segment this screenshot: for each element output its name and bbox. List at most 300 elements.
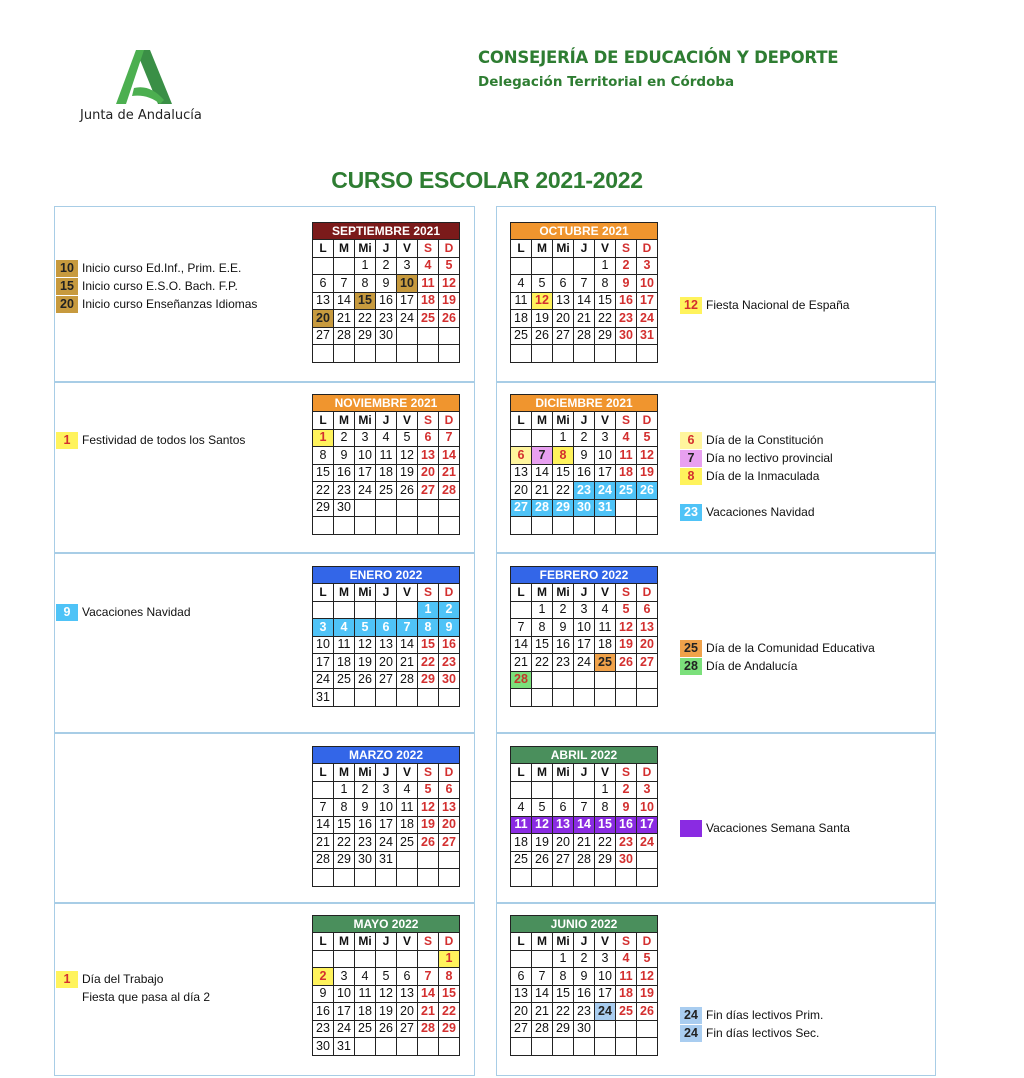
empty-cell [313,517,334,535]
day-cell-highlighted: 1 [418,601,439,619]
day-cell: 3 [355,429,376,447]
empty-cell [616,1038,637,1056]
legend-mayo [56,970,210,1006]
empty-cell [334,601,355,619]
week-row [511,781,658,799]
day-cell: 26 [637,1003,658,1021]
day-cell: 18 [397,816,418,834]
weekday-label: M [334,412,355,430]
empty-cell [532,950,553,968]
calendar-abril [510,746,658,887]
legend-text: Inicio curso E.S.O. Bach. F.P. [82,279,238,293]
day-cell: 23 [553,654,574,672]
day-cell: 26 [439,310,460,328]
day-cell-highlighted: 31 [595,499,616,517]
week-row [511,447,658,465]
weekday-label: V [595,764,616,782]
day-cell: 20 [553,834,574,852]
day-cell: 17 [376,816,397,834]
legend-swatch: 8 [680,468,702,485]
day-cell: 23 [616,310,637,328]
day-cell-highlighted: 7 [532,447,553,465]
day-cell: 11 [376,447,397,465]
day-cell: 3 [595,429,616,447]
empty-cell [553,781,574,799]
weekday-label: D [439,933,460,951]
weekday-label: J [376,412,397,430]
empty-cell [376,1038,397,1056]
day-cell: 9 [313,985,334,1003]
row-divider [54,381,475,383]
day-cell: 6 [553,799,574,817]
day-cell: 25 [376,482,397,500]
day-cell: 15 [532,636,553,654]
weekday-label: D [439,240,460,258]
calendar-diciembre [510,394,658,535]
empty-cell [397,345,418,363]
legend-octubre [680,296,849,314]
week-row [313,327,460,345]
week-row [511,1038,658,1056]
week-row [511,636,658,654]
day-cell: 27 [376,671,397,689]
legend-swatch: 15 [56,278,78,295]
day-cell: 20 [397,1003,418,1021]
day-cell: 12 [418,799,439,817]
day-cell: 27 [511,1020,532,1038]
empty-cell [439,869,460,887]
day-cell-highlighted: 6 [511,447,532,465]
empty-cell [397,601,418,619]
week-row [313,968,460,986]
legend-text: Día de la Inmaculada [706,469,820,483]
week-row [313,869,460,887]
day-cell: 29 [334,851,355,869]
day-cell: 15 [334,816,355,834]
calendar-octubre [510,222,658,363]
empty-cell [439,1038,460,1056]
legend-item [680,467,833,485]
legend-text: Día de la Comunidad Educativa [706,641,875,655]
day-cell: 22 [595,834,616,852]
day-cell: 27 [313,327,334,345]
weekday-label: L [313,584,334,602]
empty-cell [595,869,616,887]
day-cell-highlighted: 11 [511,816,532,834]
week-row [313,834,460,852]
day-cell: 9 [355,799,376,817]
day-cell: 23 [334,482,355,500]
day-cell: 10 [637,799,658,817]
empty-cell [574,345,595,363]
day-cell: 19 [418,816,439,834]
day-cell: 21 [574,834,595,852]
day-cell-highlighted: 10 [397,275,418,293]
empty-cell [574,671,595,689]
day-cell: 17 [574,636,595,654]
day-cell: 29 [313,499,334,517]
day-cell: 16 [376,292,397,310]
legend-item [680,819,850,837]
day-cell-highlighted: 24 [595,1003,616,1021]
empty-cell [511,517,532,535]
row-divider [496,732,936,734]
day-cell: 14 [313,816,334,834]
empty-cell [418,1038,439,1056]
day-cell: 21 [532,482,553,500]
day-cell: 22 [313,482,334,500]
day-cell: 20 [553,310,574,328]
week-row [313,654,460,672]
calendar-junio [510,915,658,1056]
calendar-mayo [312,915,460,1056]
delegacion-heading: Delegación Territorial en Córdoba [478,74,735,90]
day-cell: 18 [511,310,532,328]
day-cell: 26 [376,1020,397,1038]
weekday-label: L [511,240,532,258]
andalucia-a-icon [114,48,174,106]
day-cell-highlighted: 28 [511,671,532,689]
empty-cell [418,327,439,345]
junta-de-andalucia-logo [80,48,210,128]
week-row [511,851,658,869]
day-cell: 1 [553,429,574,447]
day-cell: 26 [532,851,553,869]
empty-cell [334,345,355,363]
empty-cell [532,257,553,275]
weekday-label: M [532,240,553,258]
day-cell: 14 [574,292,595,310]
weekday-label: S [616,933,637,951]
day-cell: 26 [397,482,418,500]
day-cell: 6 [511,968,532,986]
week-row [313,517,460,535]
day-cell: 15 [418,636,439,654]
day-cell: 21 [439,464,460,482]
day-cell: 25 [418,310,439,328]
empty-cell [418,517,439,535]
legend-swatch: 10 [56,260,78,277]
day-cell: 21 [511,654,532,672]
day-cell: 2 [334,429,355,447]
weekday-label: V [397,240,418,258]
empty-cell [313,781,334,799]
day-cell: 20 [439,816,460,834]
day-cell: 2 [376,257,397,275]
weekday-label: Mi [355,933,376,951]
day-cell: 5 [376,968,397,986]
day-cell: 24 [313,671,334,689]
week-row [511,345,658,363]
day-cell: 28 [418,1020,439,1038]
empty-cell [418,689,439,707]
day-cell: 22 [553,482,574,500]
empty-cell [553,869,574,887]
empty-cell [511,429,532,447]
row-divider [54,902,475,904]
empty-cell [511,601,532,619]
day-cell-highlighted: 29 [553,499,574,517]
day-cell: 12 [376,985,397,1003]
empty-cell [397,327,418,345]
day-cell: 16 [616,292,637,310]
calendar-noviembre [312,394,460,535]
empty-cell [532,1038,553,1056]
weekday-label: S [418,584,439,602]
empty-cell [334,869,355,887]
day-cell: 7 [439,429,460,447]
month-header: JUNIO 2022 [511,916,658,933]
legend-text: Día del Trabajo [82,972,164,986]
day-cell: 10 [313,636,334,654]
day-cell-highlighted: 12 [532,292,553,310]
week-row [511,1020,658,1038]
day-cell: 13 [553,292,574,310]
legend-item [56,277,257,295]
empty-cell [574,689,595,707]
weekday-label: V [397,933,418,951]
legend-item [680,1024,823,1042]
calendar-septiembre [312,222,460,363]
week-row [511,464,658,482]
row-divider [54,552,475,554]
week-row [313,482,460,500]
week-row [313,671,460,689]
empty-cell [532,781,553,799]
day-cell: 17 [334,1003,355,1021]
day-cell: 11 [616,968,637,986]
day-cell: 21 [532,1003,553,1021]
day-cell: 14 [439,447,460,465]
day-cell-highlighted: 8 [418,619,439,637]
day-cell: 19 [532,834,553,852]
day-cell: 3 [376,781,397,799]
day-cell: 31 [313,689,334,707]
empty-cell [355,601,376,619]
day-cell: 8 [595,799,616,817]
day-cell: 10 [595,447,616,465]
day-cell: 22 [418,654,439,672]
weekday-label: V [595,240,616,258]
weekday-label: J [574,764,595,782]
day-cell: 10 [355,447,376,465]
week-row [313,689,460,707]
day-cell: 3 [637,781,658,799]
weekday-label: J [574,584,595,602]
weekday-label: J [376,764,397,782]
day-cell: 22 [355,310,376,328]
week-row [313,601,460,619]
empty-cell [313,257,334,275]
legend-enero [56,603,191,621]
day-cell: 13 [313,292,334,310]
day-cell: 18 [616,985,637,1003]
day-cell: 7 [418,968,439,986]
day-cell: 2 [553,601,574,619]
day-cell: 15 [595,292,616,310]
day-cell-highlighted: 15 [595,816,616,834]
empty-cell [439,517,460,535]
empty-cell [397,517,418,535]
day-cell: 23 [376,310,397,328]
week-row [511,482,658,500]
empty-cell [574,257,595,275]
day-cell: 23 [439,654,460,672]
empty-cell [418,499,439,517]
weekday-label: Mi [553,764,574,782]
legend-text: Vacaciones Semana Santa [706,821,850,835]
empty-cell [637,517,658,535]
weekday-label: L [313,933,334,951]
legend-text: Día de la Constitución [706,433,824,447]
legend-swatch: 6 [680,432,702,449]
empty-cell [397,950,418,968]
week-row [511,654,658,672]
day-cell: 4 [376,429,397,447]
day-cell: 3 [574,601,595,619]
day-cell: 19 [637,464,658,482]
legend-swatch: 9 [56,604,78,621]
month-header: MAYO 2022 [313,916,460,933]
empty-cell [574,517,595,535]
month-header: OCTUBRE 2021 [511,223,658,240]
day-cell: 28 [439,482,460,500]
day-cell: 21 [574,310,595,328]
day-cell: 30 [355,851,376,869]
day-cell: 27 [439,834,460,852]
empty-cell [574,869,595,887]
row-divider [496,381,936,383]
day-cell: 31 [334,1038,355,1056]
day-cell-highlighted: 9 [439,619,460,637]
week-row [511,601,658,619]
day-cell: 18 [376,464,397,482]
legend-abril [680,819,850,837]
legend-text: Festividad de todos los Santos [82,433,246,447]
day-cell: 19 [355,654,376,672]
empty-cell [532,869,553,887]
day-cell: 25 [511,851,532,869]
day-cell: 25 [511,327,532,345]
week-row [313,275,460,293]
day-cell-highlighted: 5 [355,619,376,637]
weekday-label: S [616,240,637,258]
day-cell: 27 [418,482,439,500]
day-cell: 21 [397,654,418,672]
day-cell: 3 [397,257,418,275]
week-row [313,345,460,363]
empty-cell [439,327,460,345]
weekday-label: M [334,764,355,782]
day-cell: 8 [532,619,553,637]
day-cell-highlighted: 2 [313,968,334,986]
empty-cell [511,257,532,275]
day-cell: 14 [511,636,532,654]
day-cell: 24 [355,482,376,500]
day-cell: 6 [439,781,460,799]
day-cell: 7 [334,275,355,293]
day-cell: 24 [637,310,658,328]
day-cell: 8 [334,799,355,817]
empty-cell [553,671,574,689]
week-row [511,1003,658,1021]
day-cell: 1 [334,781,355,799]
day-cell: 1 [595,781,616,799]
legend-item [680,1006,823,1024]
empty-cell [397,689,418,707]
day-cell: 19 [616,636,637,654]
day-cell: 11 [595,619,616,637]
legend-item [56,259,257,277]
day-cell: 16 [574,464,595,482]
day-cell: 25 [397,834,418,852]
day-cell: 8 [595,275,616,293]
day-cell-highlighted: 14 [574,816,595,834]
week-row [511,499,658,517]
empty-cell [637,671,658,689]
empty-cell [637,345,658,363]
day-cell: 11 [397,799,418,817]
month-header: ENERO 2022 [313,567,460,584]
day-cell: 14 [397,636,418,654]
day-cell-highlighted: 12 [532,816,553,834]
day-cell: 29 [553,1020,574,1038]
day-cell: 4 [511,799,532,817]
week-row [313,799,460,817]
day-cell-highlighted: 8 [553,447,574,465]
weekday-label: D [637,240,658,258]
weekday-label: M [532,933,553,951]
empty-cell [397,851,418,869]
empty-cell [397,499,418,517]
empty-cell [574,781,595,799]
day-cell: 29 [418,671,439,689]
empty-cell [553,345,574,363]
day-cell: 5 [616,601,637,619]
day-cell: 12 [637,968,658,986]
day-cell: 22 [334,834,355,852]
day-cell: 13 [376,636,397,654]
empty-cell [511,689,532,707]
week-row [313,985,460,1003]
week-row [511,429,658,447]
legend-text: Fin días lectivos Sec. [706,1026,820,1040]
day-cell: 29 [595,327,616,345]
empty-cell [532,429,553,447]
day-cell: 9 [376,275,397,293]
empty-cell [376,517,397,535]
day-cell-highlighted: 7 [397,619,418,637]
day-cell-highlighted: 23 [574,482,595,500]
weekday-label: J [376,584,397,602]
row-divider [54,732,475,734]
day-cell: 17 [355,464,376,482]
legend-item [56,295,257,313]
empty-cell [355,1038,376,1056]
empty-cell [418,345,439,363]
day-cell: 21 [334,310,355,328]
day-cell: 7 [574,799,595,817]
day-cell: 16 [553,636,574,654]
day-cell: 19 [532,310,553,328]
day-cell: 5 [397,429,418,447]
day-cell: 27 [397,1020,418,1038]
day-cell: 19 [439,292,460,310]
weekday-label: S [418,764,439,782]
day-cell: 22 [532,654,553,672]
weekday-label: V [397,764,418,782]
day-cell: 29 [439,1020,460,1038]
